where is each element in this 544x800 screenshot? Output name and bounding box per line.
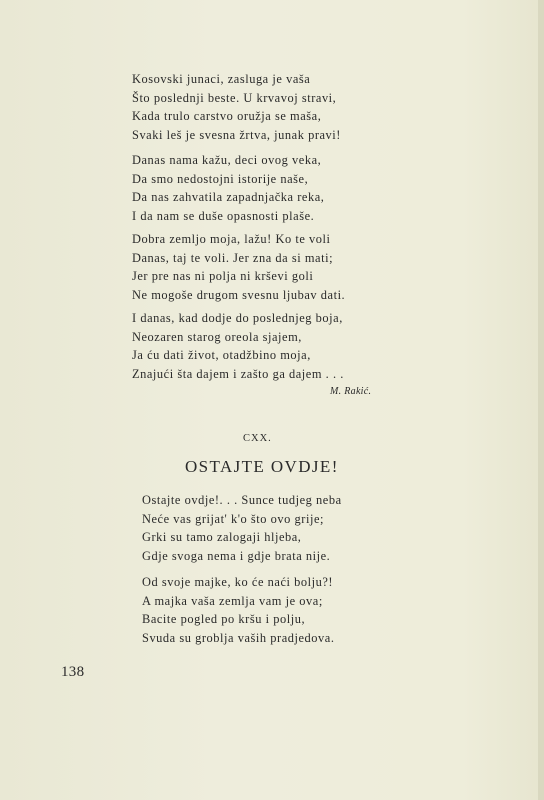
verse-line: A majka vaša zemlja vam je ova; <box>142 593 323 608</box>
verse-line: Neće vas grijat' k'o što ovo grije; <box>142 511 324 526</box>
verse-line: Kada trulo carstvo oružja se maša, <box>132 109 322 123</box>
verse-line: Znajući šta dajem i zašto ga dajem . . . <box>132 366 344 381</box>
verse-line: Ja ću dati život, otadžbino moja, <box>132 348 311 362</box>
page-number: 138 <box>61 664 85 680</box>
verse-line: Svaki leš je svesna žrtva, junak pravi! <box>132 127 341 142</box>
verse-line: Grki su tamo zalogaji hljeba, <box>142 530 302 544</box>
poem1-stanza-2 <box>132 151 324 225</box>
page-edge <box>538 0 544 800</box>
verse-line: Što poslednji beste. U krvavoj stravi, <box>132 90 337 105</box>
verse-line: Jer pre nas ni polja ni krševi goli <box>132 269 314 283</box>
verse-line: Danas nama kažu, deci ovog veka, <box>132 153 322 167</box>
poem1-stanza-4 <box>132 309 344 383</box>
verse-line: I da nam se duše opasnosti plaše. <box>132 208 315 223</box>
poem-number: CXX. <box>243 433 272 444</box>
verse-line: Gdje svoga nema i gdje brata nije. <box>142 548 331 563</box>
verse-line: Neozaren starog oreola sjajem, <box>132 329 302 344</box>
verse-line: Da smo nedostojni istorije naše, <box>132 171 309 186</box>
poem2-stanza-2 <box>142 573 334 647</box>
verse-line: Danas, taj te voli. Jer zna da si mati; <box>132 250 334 265</box>
verse-line: Od svoje majke, ko će naći bolju?! <box>142 575 334 589</box>
verse-line: Bacite pogled po kršu i polju, <box>142 612 306 626</box>
verse-line: Svuda su groblja vaših pradjedova. <box>142 630 335 645</box>
author-signature: M. Rakić. <box>330 386 372 397</box>
poem1-stanza-3 <box>132 230 345 304</box>
poem1-stanza-1 <box>132 70 341 144</box>
verse-line: Da nas zahvatila zapadnjačka reka, <box>132 190 325 204</box>
verse-line: Dobra zemljo moja, lažu! Ko te voli <box>132 232 331 246</box>
poem2-stanza-1 <box>142 491 342 565</box>
verse-line: Kosovski junaci, zasluga je vaša <box>132 72 311 86</box>
verse-line: Ne mogoše drugom svesnu ljubav dati. <box>132 287 346 302</box>
verse-line: Ostajte ovdje!. . . Sunce tudjeg neba <box>142 493 342 507</box>
poem-title: OSTAJTE OVDJE! <box>185 457 339 476</box>
verse-line: I danas, kad dodje do poslednjeg boja, <box>132 311 343 325</box>
